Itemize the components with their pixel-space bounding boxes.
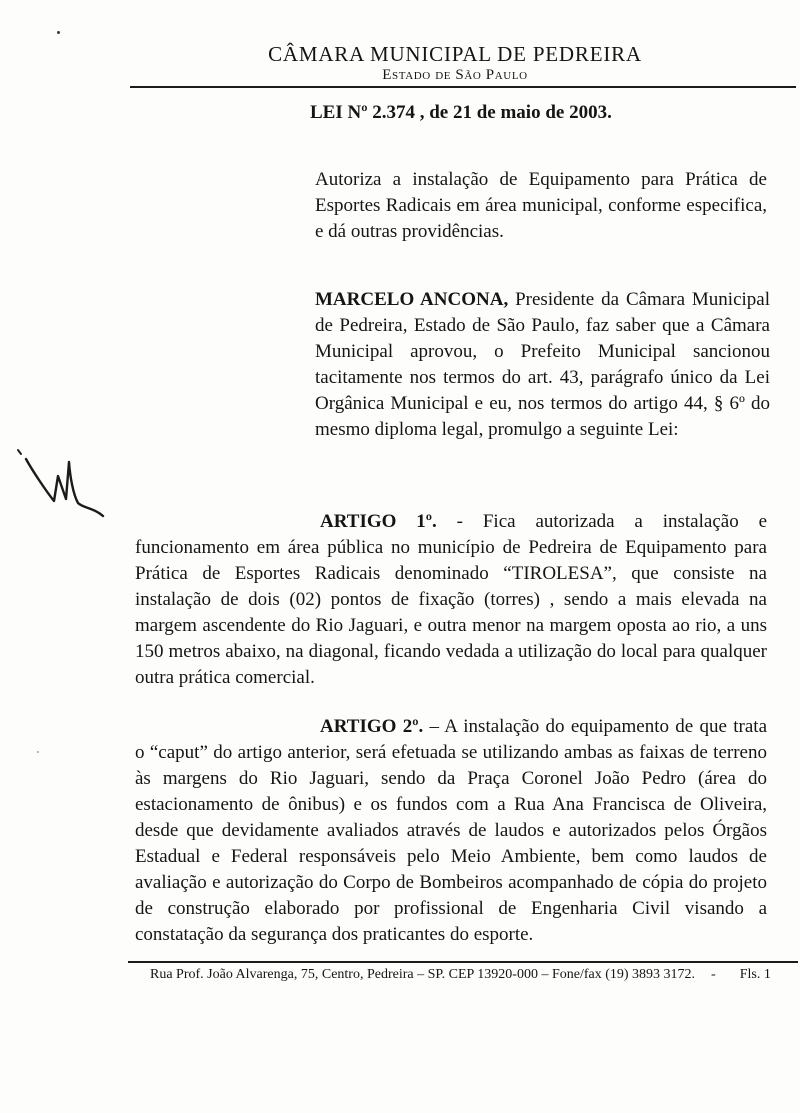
article-1-heading: ARTIGO 1º.: [320, 511, 437, 532]
scan-speck: [37, 751, 39, 753]
article-1: [135, 509, 767, 691]
article-2: [135, 714, 767, 948]
article-2-body: – A instalação do equipamento de que trata o “caput” do artigo anterior, será efetuada se utilizando ambas as faixas de terreno às margens do Rio Jaguari, sendo da Praça Coronel João Pedro (área do estacionamento de ônibus) e os fundos com a Rua Ana Francisca de Oliveira, desde que devidamente avaliados através de laudos e autorizados pelos Órgãos Estadual e Federal responsáveis pelo Meio Ambiente, bem como laudos de avaliação e autorização do Corpo de Bombeiros acompanhado de cópia do projeto de construção elaborado por profissional de Engenharia Civil visando a constatação da segurança dos praticantes do esporte.: [135, 716, 768, 945]
footer-address: Rua Prof. João Alvarenga, 75, Centro, Pedreira – SP. CEP 13920-000 – Fone/fax (19) 3893 3172.: [150, 967, 696, 982]
article-1-body: - Fica autorizada a instalação e funcionamento em área pública no município de Pedreira de Equipamento para Prática de Esportes Radicais denominado “TIROLESA”, que consiste na instalação de dois (02) pontos de fixação (torres) , sendo a mais elevada na margem ascendente do Rio Jaguari, e outra menor na margem oposta ao rio, a uns 150 metros abaixo, na diagonal, ficando vedada a utilização do local para qualquer outra prática comercial.: [135, 511, 767, 688]
law-title: LEI Nº 2.374 , de 21 de maio de 2003.: [310, 102, 612, 123]
header-rule: [130, 86, 796, 88]
scan-speck: [57, 31, 60, 34]
preamble-text: Presidente da Câmara Municipal de Pedreira, Estado de São Paulo, faz saber que a Câmara Municipal aprovou, o Prefeito Municipal sancionou tacitamente nos termos do art. 43, parágrafo único da Lei Orgânica Municipal e eu, nos termos do artigo 44, § 6º do mesmo diploma legal, promulgo a seguinte Lei:: [315, 289, 770, 440]
org-subtitle: Estado de São Paulo: [382, 67, 528, 83]
preamble: [315, 287, 770, 443]
org-title: CÂMARA MUNICIPAL DE PEDREIRA: [268, 42, 642, 66]
signature-scribble: [8, 438, 118, 528]
law-summary: Autoriza a instalação de Equipamento para Prática de Esportes Radicais em área municipal, conforme especifica, e dá outras providências.: [315, 169, 767, 242]
footer-separator: -: [711, 967, 716, 982]
footer-rule: [128, 961, 798, 963]
preamble-author: MARCELO ANCONA,: [315, 289, 509, 310]
footer: [150, 967, 798, 983]
page-number: Fls. 1: [739, 967, 771, 982]
article-2-heading: ARTIGO 2º.: [320, 716, 424, 737]
